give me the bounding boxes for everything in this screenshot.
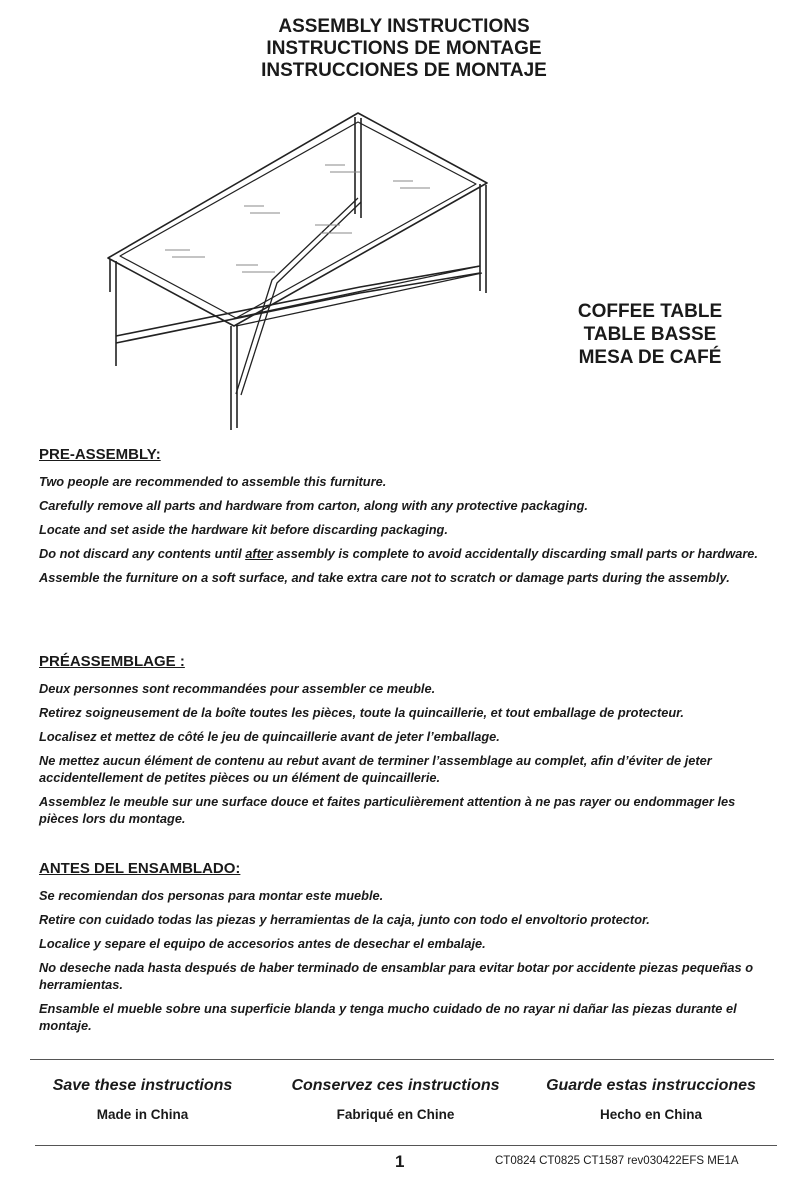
- coffee-table-illustration: [95, 105, 515, 435]
- product-name-french: TABLE BASSE: [583, 324, 717, 345]
- made-in-french: Fabriqué en Chine: [336, 1107, 455, 1122]
- instruction-item: Deux personnes sont recommandées pour assembler ce meuble.: [39, 681, 436, 696]
- product-name-english: COFFEE TABLE: [577, 301, 723, 322]
- pre-assembly-section-spanish: [39, 860, 769, 1041]
- footer-divider-bottom: [35, 1145, 777, 1146]
- save-instructions-spanish: Guarde estas instrucciones: [546, 1077, 756, 1094]
- instruction-item: Ne mettez aucun élément de contenu au rebut avant de terminer l’assemblage au complet, afin d’éviter de jeter accidentellement de petites pièces ou un élément de quincaillerie.: [39, 753, 712, 785]
- document-title: [0, 16, 808, 82]
- instruction-item: No deseche nada hasta después de haber terminado de ensamblar para evitar botar por accidente piezas pequeñas o herramientas.: [39, 960, 754, 992]
- instruction-item: Assemble the furniture on a soft surface, and take extra care not to scratch or damage parts during the assembly.: [39, 570, 730, 585]
- save-instructions-english: Save these instructions: [52, 1077, 233, 1094]
- instruction-item: Localice y separe el equipo de accesorios antes de desechar el embalaje.: [39, 936, 486, 951]
- instruction-item: Locate and set aside the hardware kit before discarding packaging.: [39, 522, 448, 537]
- instruction-item: Ensamble el mueble sobre una superficie blanda y tenga mucho cuidado de no rayar ni dañar las piezas durante el montaje.: [39, 1001, 737, 1033]
- product-name-spanish: MESA DE CAFÉ: [578, 347, 722, 368]
- model-codes: CT0824 CT0825 CT1587 rev030422EFS ME1A: [495, 1155, 739, 1167]
- instruction-text: assembly is complete to avoid accidentally discarding small parts or hardware.: [272, 546, 758, 561]
- instruction-item: [39, 545, 769, 562]
- instruction-item: Two people are recommended to assemble this furniture.: [39, 474, 387, 489]
- made-in-english: Made in China: [96, 1107, 189, 1122]
- product-name: [525, 300, 775, 369]
- title-english: ASSEMBLY INSTRUCTIONS: [278, 16, 530, 37]
- section-heading: ANTES DEL ENSAMBLADO:: [39, 860, 241, 877]
- instruction-item: Retirez soigneusement de la boîte toutes les pièces, toute la quincaillerie, et tout emballage de protecteur.: [39, 705, 684, 720]
- page-number: 1: [395, 1152, 405, 1171]
- instruction-item: Se recomiendan dos personas para montar este mueble.: [39, 888, 384, 903]
- emphasis-after: after: [245, 546, 273, 561]
- instruction-item: Retire con cuidado todas las piezas y herramientas de la caja, junto con todo el envoltorio protector.: [39, 912, 650, 927]
- title-spanish: INSTRUCCIONES DE MONTAJE: [261, 60, 547, 81]
- pre-assembly-section-french: [39, 653, 769, 834]
- instruction-text: Do not discard any contents until: [39, 546, 246, 561]
- save-instructions-french: Conservez ces instructions: [291, 1077, 500, 1094]
- made-in-spanish: Hecho en China: [599, 1107, 702, 1122]
- footer-divider-top: [30, 1059, 774, 1060]
- pre-assembly-section-english: [39, 446, 769, 593]
- instruction-item: Carefully remove all parts and hardware from carton, along with any protective packaging.: [39, 498, 588, 513]
- section-heading: PRÉASSEMBLAGE :: [39, 653, 185, 670]
- instruction-item: Assemblez le meuble sur une surface douce et faites particulièrement attention à ne pas rayer ou endommager les pièces lors du montage.: [39, 794, 736, 826]
- title-french: INSTRUCTIONS DE MONTAGE: [266, 38, 542, 59]
- instruction-item: Localisez et mettez de côté le jeu de quincaillerie avant de jeter l’emballage.: [39, 729, 500, 744]
- section-heading: PRE-ASSEMBLY:: [39, 446, 161, 463]
